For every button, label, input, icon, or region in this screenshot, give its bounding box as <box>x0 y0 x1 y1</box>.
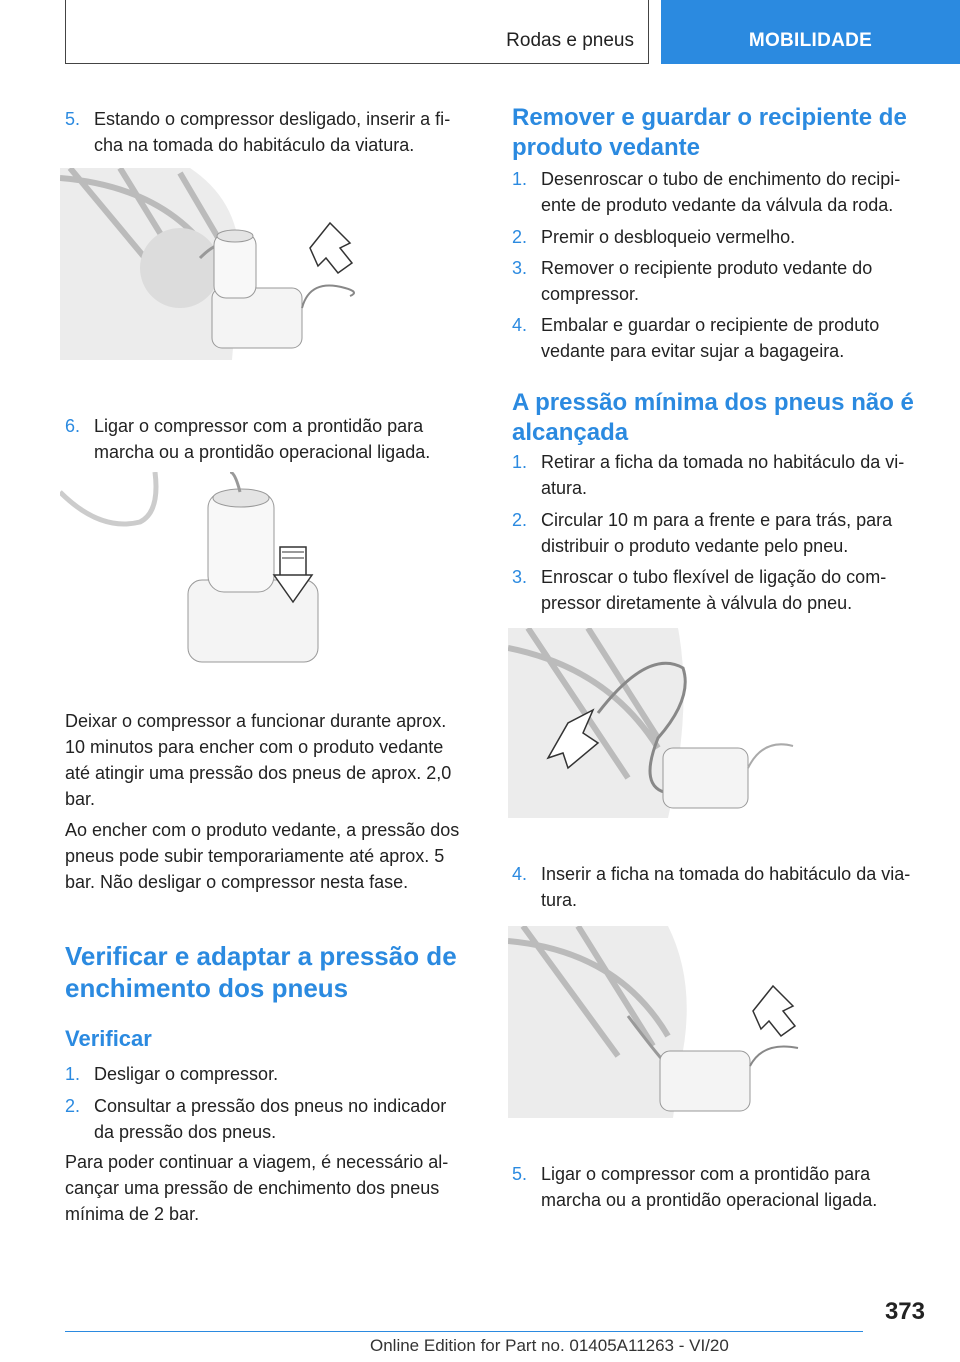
illustration-plug-in-socket <box>508 926 808 1118</box>
min-step-2 <box>512 507 927 559</box>
illustration-connect-hose-to-valve <box>508 628 798 818</box>
check-step-1 <box>65 1061 467 1087</box>
min-step-5 <box>512 1161 927 1213</box>
step-number: 5. <box>512 1164 528 1184</box>
step-6 <box>65 413 467 465</box>
step-number: 1. <box>512 452 528 472</box>
step-text: Ligar o compressor com a prontidão para marcha ou a prontidão operacional ligada. <box>541 1164 878 1210</box>
step-number: 2. <box>512 227 528 247</box>
step-text: Premir o desbloqueio vermelho. <box>541 227 796 247</box>
step-number: 3. <box>512 258 528 278</box>
heading-minimum-pressure-not-reached: A pressão mínima dos pneus não é alcançada <box>512 389 914 446</box>
step-number: 5. <box>65 109 81 129</box>
step-number: 6. <box>65 416 81 436</box>
step-text: Remover o recipiente produto vedante do compressor. <box>541 258 873 304</box>
step-number: 1. <box>512 169 528 189</box>
remove-step-3 <box>512 255 927 307</box>
page-number: 373 <box>884 1298 925 1325</box>
illustration-compressor-switch-on <box>60 472 360 672</box>
step-number: 2. <box>512 510 528 530</box>
step-text: Ligar o compressor com a prontidão para marcha ou a prontidão operacional ligada. <box>94 416 431 462</box>
subheading-check: Verificar <box>65 1026 152 1051</box>
footer-divider <box>65 1331 863 1332</box>
remove-step-4 <box>512 312 927 364</box>
step-number: 3. <box>512 567 528 587</box>
paragraph-minimum-pressure: Para poder continuar a viagem, é necessário alcançar uma pressão de enchimento dos pneus mínima de 2 bar. <box>65 1152 449 1224</box>
step-text: Desligar o compressor. <box>94 1064 279 1084</box>
heading-remove-sealant-container: Remover e guardar o recipiente de produto vedante <box>512 104 907 161</box>
min-step-3 <box>512 564 927 616</box>
step-text: Consultar a pressão dos pneus no indicador da pressão dos pneus. <box>94 1096 447 1142</box>
step-text: Enroscar o tubo flexível de ligação do compressor diretamente à válvula do pneu. <box>541 567 887 613</box>
illustration-compressor-plug-in <box>60 168 380 360</box>
footer-edition: Online Edition for Part no. 01405A11263 - VI/20 <box>370 1336 729 1355</box>
step-number: 2. <box>65 1096 81 1116</box>
step-5 <box>65 106 467 158</box>
remove-step-2 <box>512 224 927 250</box>
heading-check-adjust-pressure: Verificar e adaptar a pressão de enchimento dos pneus <box>65 941 457 1003</box>
header-section-title: Rodas e pneus <box>506 30 634 51</box>
step-text: Embalar e guardar o recipiente de produto vedante para evitar sujar a bagageira. <box>541 315 880 361</box>
step-text: Retirar a ficha da tomada no habitáculo da viatura. <box>541 452 905 498</box>
step-text: Inserir a ficha na tomada do habitáculo da viatura. <box>541 864 911 910</box>
step-number: 4. <box>512 315 528 335</box>
step-text: Desenroscar o tubo de enchimento do recipiente de produto vedante da válvula da roda. <box>541 169 901 215</box>
step-number: 4. <box>512 864 528 884</box>
step-text: Estando o compressor desligado, inserir a ficha na tomada do habitáculo da viatura. <box>94 109 451 155</box>
remove-step-1 <box>512 166 927 218</box>
min-step-1 <box>512 449 927 501</box>
header-chapter-label: MOBILIDADE <box>748 30 873 51</box>
paragraph-pressure-note: Ao encher com o produto vedante, a pressão dos pneus pode subir temporariamente até aprox. 5 bar. Não desligar o compressor nesta fase. <box>65 820 460 892</box>
header-chapter-tab <box>661 0 960 64</box>
step-text: Circular 10 m para a frente e para trás, para distribuir o produto vedante pelo pneu. <box>541 510 893 556</box>
check-step-2 <box>65 1093 467 1145</box>
paragraph-fill-duration: Deixar o compressor a funcionar durante aprox. 10 minutos para encher com o produto vedante até atingir uma pressão dos pneus de aprox. 2,0 bar. <box>65 711 452 809</box>
step-number: 1. <box>65 1064 81 1084</box>
min-step-4 <box>512 861 927 913</box>
